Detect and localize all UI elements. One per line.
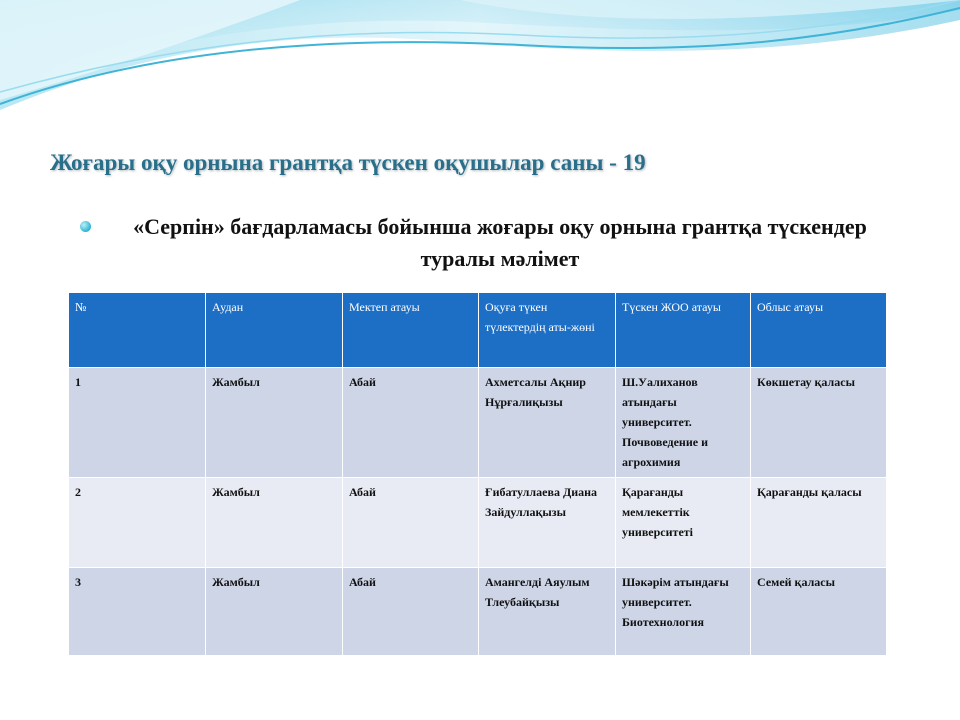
cell-university: Шәкәрім атындағы университет. Биотехнология xyxy=(616,568,751,656)
cell-graduate-name: Ахметсалы Ақнир Нұрғалиқызы xyxy=(479,368,616,478)
cell-graduate-name: Ғибатуллаева Диана Зайдуллақызы xyxy=(479,478,616,568)
bullet-item xyxy=(80,211,900,275)
cell-school: Абай xyxy=(343,478,479,568)
cell-number: 1 xyxy=(69,368,206,478)
header-region: Облыс атауы xyxy=(751,293,887,368)
graduates-table xyxy=(68,292,887,656)
cell-university: Ш.Уалиханов атындағы университет. Почвоведение и агрохимия xyxy=(616,368,751,478)
cell-number: 3 xyxy=(69,568,206,656)
bullet-dot-icon xyxy=(80,221,91,232)
cell-graduate-name: Амангелді Аяулым Тлеубайқызы xyxy=(479,568,616,656)
cell-region: Семей қаласы xyxy=(751,568,887,656)
bullet-text: «Серпін» бағдарламасы бойынша жоғары оқу орнына грантқа түскендер туралы мәлімет xyxy=(133,214,867,271)
cell-number: 2 xyxy=(69,478,206,568)
table-row xyxy=(69,568,887,656)
header-number: № xyxy=(69,293,206,368)
slide-heading: Жоғары оқу орнына грантқа түскен оқушылар саны - 19 xyxy=(50,150,646,175)
table-header-row xyxy=(69,293,887,368)
cell-university: Қарағанды мемлекеттік университеті xyxy=(616,478,751,568)
header-school: Мектеп атауы xyxy=(343,293,479,368)
header-graduate-name: Оқуға түкен түлектердің аты-жөні xyxy=(479,293,616,368)
header-university: Түскен ЖОО атауы xyxy=(616,293,751,368)
cell-region: Көкшетау қаласы xyxy=(751,368,887,478)
cell-district: Жамбыл xyxy=(206,368,343,478)
cell-district: Жамбыл xyxy=(206,568,343,656)
header-district: Аудан xyxy=(206,293,343,368)
cell-region: Қарағанды қаласы xyxy=(751,478,887,568)
cell-school: Абай xyxy=(343,368,479,478)
cell-district: Жамбыл xyxy=(206,478,343,568)
cell-school: Абай xyxy=(343,568,479,656)
table-row xyxy=(69,368,887,478)
table-row xyxy=(69,478,887,568)
decorative-wave-banner xyxy=(0,0,960,130)
